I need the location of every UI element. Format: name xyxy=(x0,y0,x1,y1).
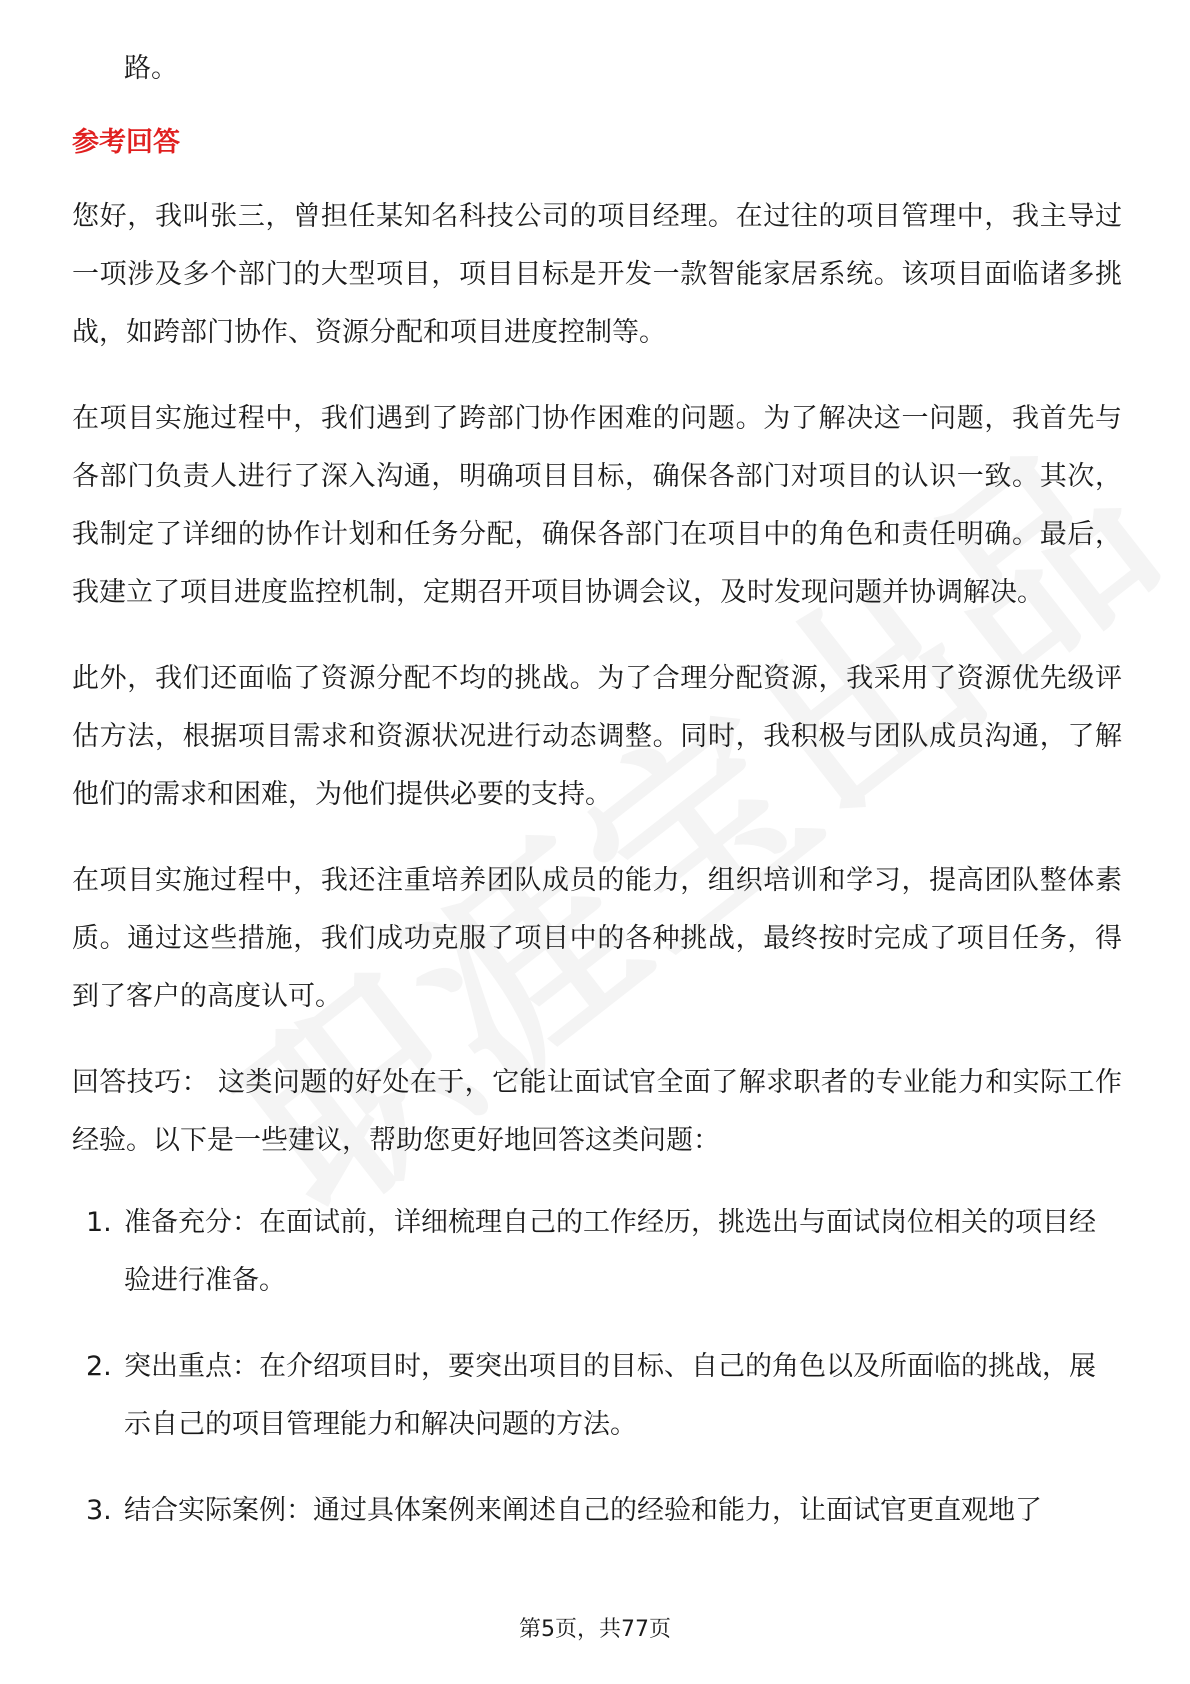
section-title: 参考回答 xyxy=(72,127,180,158)
tips-intro: 回答技巧： 这类问题的好处在于，它能让面试官全面了解求职者的专业能力和实际工作经验。以下是一些建议，帮助您更好地回答这类问题： xyxy=(72,1067,1122,1156)
answer-paragraph-2: 在项目实施过程中，我们遇到了跨部门协作困难的问题。为了解决这一问题，我首先与各部门负责人进行了深入沟通，明确项目目标，确保各部门对项目的认识一致。其次，我制定了详细的协作计划和任务分配，确保各部门在项目中的角色和责任明确。最后，我建立了项目进度监控机制，定期召开项目协调会议，及时发现问题并协调解决。 xyxy=(72,403,1122,608)
list-number: 1. xyxy=(86,1207,112,1238)
tips-list xyxy=(72,1194,1122,1540)
answer-paragraph-3: 此外，我们还面临了资源分配不均的挑战。为了合理分配资源，我采用了资源优先级评估方法，根据项目需求和资源状况进行动态调整。同时，我积极与团队成员沟通，了解他们的需求和困难，为他们提供必要的支持。 xyxy=(72,663,1122,810)
list-item-text: 突出重点：在介绍项目时，要突出项目的目标、自己的角色以及所面临的挑战，展示自己的项目管理能力和解决问题的方法。 xyxy=(124,1351,1096,1440)
answer-paragraph-1: 您好，我叫张三，曾担任某知名科技公司的项目经理。在过往的项目管理中，我主导过一项涉及多个部门的大型项目，项目目标是开发一款智能家居系统。该项目面临诸多挑战，如跨部门协作、资源分配和项目进度控制等。 xyxy=(72,201,1122,348)
list-item-text: 准备充分：在面试前，详细梳理自己的工作经历，挑选出与面试岗位相关的项目经验进行准备。 xyxy=(124,1207,1096,1296)
list-item xyxy=(72,1482,1122,1540)
page-footer: 第5页，共77页 xyxy=(519,1617,671,1642)
continued-text: 路。 xyxy=(124,53,178,84)
list-number: 2. xyxy=(86,1351,112,1382)
document-body xyxy=(72,40,1122,1568)
answer-paragraph-4: 在项目实施过程中，我还注重培养团队成员的能力，组织培训和学习，提高团队整体素质。通过这些措施，我们成功克服了项目中的各种挑战，最终按时完成了项目任务，得到了客户的高度认可。 xyxy=(72,865,1122,1012)
list-item xyxy=(72,1194,1122,1310)
list-item xyxy=(72,1338,1122,1454)
list-item-text: 结合实际案例：通过具体案例来阐述自己的经验和能力，让面试官更直观地了 xyxy=(124,1495,1042,1526)
list-number: 3. xyxy=(86,1495,112,1526)
